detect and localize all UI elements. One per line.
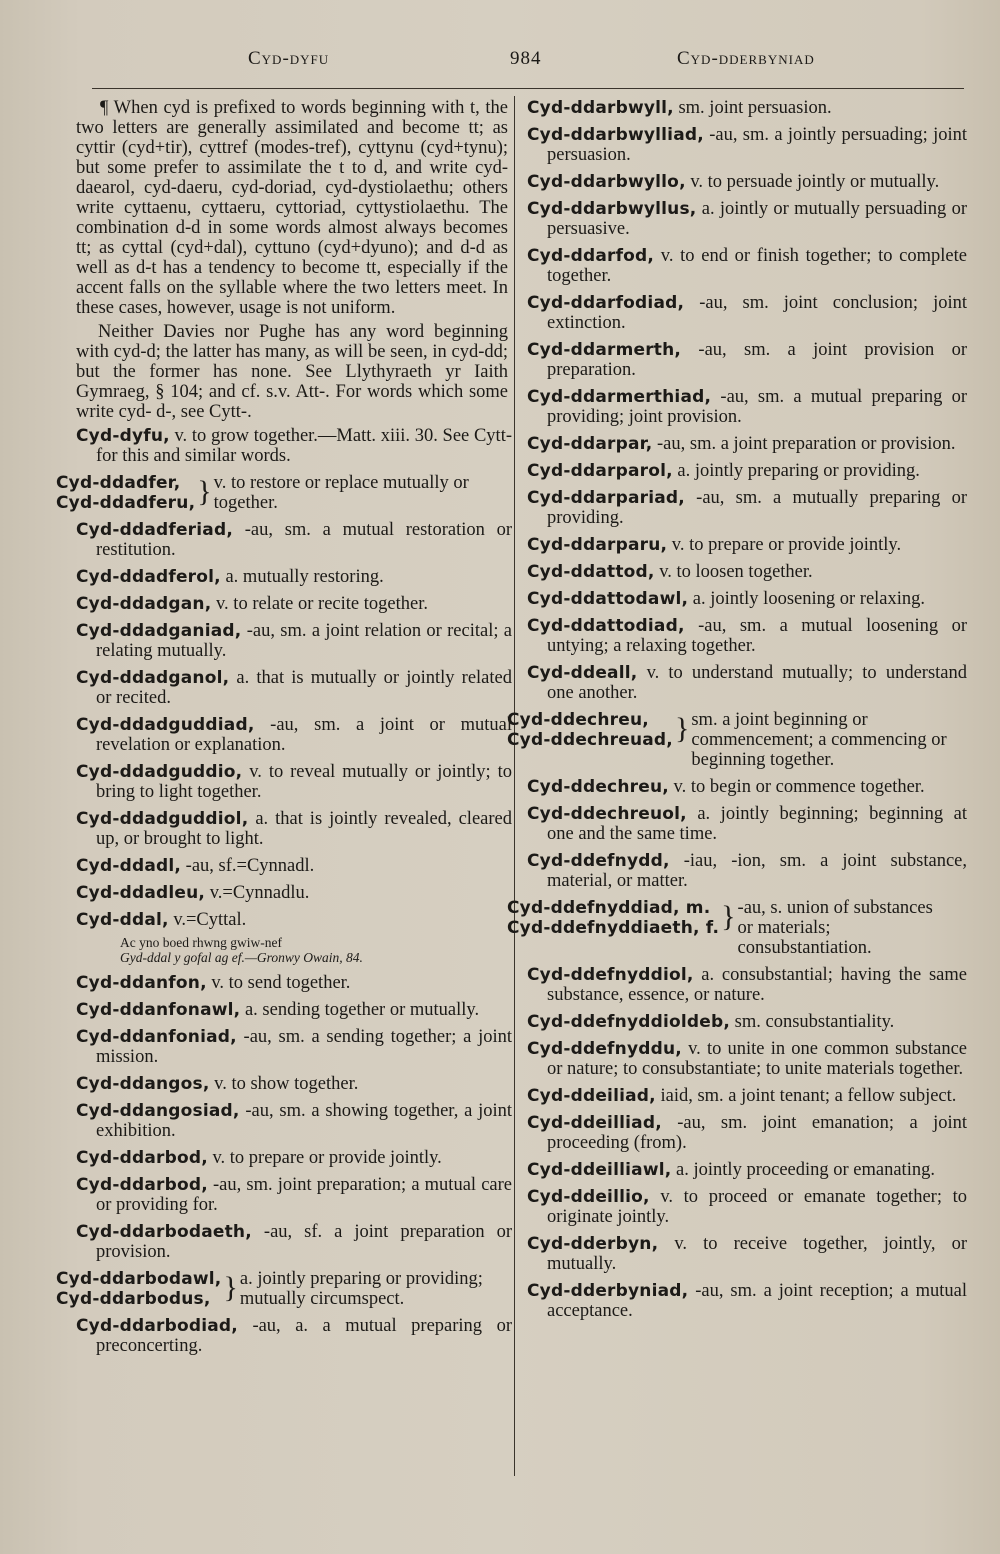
headword: Cyd-ddadgan, bbox=[76, 594, 212, 614]
dictionary-entry bbox=[527, 1012, 967, 1032]
dictionary-entry bbox=[527, 125, 967, 165]
headword: Cyd-ddadganiad, bbox=[76, 621, 242, 641]
headword: Cyd-ddattodiad, bbox=[527, 616, 685, 636]
headword: Cyd-ddarbwylliad, bbox=[527, 125, 704, 145]
headword: Cyd-ddarbwyllo, bbox=[527, 172, 686, 192]
headword: Cyd-ddarfodiad, bbox=[527, 293, 685, 313]
headword: Cyd-ddadleu, bbox=[76, 883, 206, 903]
headword: Cyd-ddechreu, bbox=[527, 777, 669, 797]
definition: -au, sm. joint emanation; a joint proceeding (from). bbox=[547, 1113, 967, 1153]
header-right-guideword: Cyd-dderbyniad bbox=[677, 48, 815, 69]
definition: v. to end or finish together; to complete together. bbox=[547, 246, 967, 286]
dictionary-entry bbox=[527, 1281, 967, 1321]
headword: Cyd-ddangos, bbox=[76, 1074, 210, 1094]
headword: Cyd-ddefnyddiaeth, f. bbox=[507, 918, 720, 938]
dictionary-entry bbox=[527, 589, 967, 609]
paired-entry bbox=[56, 1269, 512, 1309]
headword: Cyd-ddarbod, bbox=[76, 1148, 208, 1168]
entry-group bbox=[527, 98, 967, 703]
headword: Cyd-ddadguddio, bbox=[76, 762, 243, 782]
headword: Cyd-ddattodawl, bbox=[527, 589, 689, 609]
dictionary-entry bbox=[76, 973, 512, 993]
definition: -au, sm. a mutual restoration or restitution. bbox=[96, 520, 512, 560]
headword: Cyd-ddeilliad, bbox=[527, 1113, 662, 1133]
dictionary-entry bbox=[527, 199, 967, 239]
dictionary-entry bbox=[76, 567, 512, 587]
quote-line: Gyd-ddal y gofal ag ef.—Gronwy Owain, 84. bbox=[120, 950, 363, 965]
headword: Cyd-ddefnyddiad, m. bbox=[507, 898, 711, 918]
headword: Cyd-ddattod, bbox=[527, 562, 655, 582]
headword: Cyd-dderbyn, bbox=[527, 1234, 659, 1254]
definition: -iau, -ion, sm. a joint substance, material, or matter. bbox=[547, 851, 967, 891]
entry-group bbox=[76, 1316, 512, 1356]
headword: Cyd-ddadferiad, bbox=[76, 520, 233, 540]
brace-glyph: } bbox=[721, 900, 736, 933]
headword: Cyd-ddarbodiad, bbox=[76, 1316, 238, 1336]
running-header bbox=[92, 46, 958, 76]
header-rule bbox=[92, 88, 964, 89]
definition: -au, a. a mutual preparing or preconcerting. bbox=[96, 1316, 512, 1356]
headword: Cyd-dyfu, bbox=[76, 426, 170, 446]
definition: a. jointly preparing or providing; mutually circumspect. bbox=[239, 1269, 483, 1309]
definition: -au, sm. a joint preparation or provision. bbox=[652, 434, 956, 454]
dictionary-entry bbox=[76, 1175, 512, 1215]
headword: Cyd-ddefnyddiol, bbox=[527, 965, 694, 985]
definition: a. jointly or mutually persuading or persuasive. bbox=[547, 199, 967, 239]
dictionary-entry bbox=[527, 434, 967, 454]
dictionary-entry bbox=[527, 535, 967, 555]
quote-line: Ac yno boed rhwng gwiw-nef bbox=[120, 935, 282, 950]
headword: Cyd-ddechreuol, bbox=[527, 804, 687, 824]
page-number: 984 bbox=[510, 48, 542, 69]
left-column bbox=[56, 98, 512, 1363]
headword: Cyd-ddanfonawl, bbox=[76, 1000, 241, 1020]
definition: v.=Cyttal. bbox=[168, 910, 247, 930]
headword: Cyd-ddarbodus, bbox=[56, 1289, 211, 1309]
headword: Cyd-ddarmerth, bbox=[527, 340, 682, 360]
definition: -au, sm. a sending together; a joint mission. bbox=[96, 1027, 512, 1067]
headword: Cyd-ddefnydd, bbox=[527, 851, 670, 871]
headword-pair bbox=[56, 1269, 221, 1309]
dictionary-entry bbox=[527, 293, 967, 333]
citation-quote bbox=[76, 935, 512, 965]
definition: v. to prepare or provide jointly. bbox=[207, 1148, 442, 1168]
dictionary-entry bbox=[76, 621, 512, 661]
headword: Cyd-ddarpariad, bbox=[527, 488, 685, 508]
headword: Cyd-ddechreuad, bbox=[507, 730, 673, 750]
headword: Cyd-ddarpar, bbox=[527, 434, 653, 454]
headword: Cyd-ddefnyddioldeb, bbox=[527, 1012, 731, 1032]
dictionary-entry bbox=[527, 562, 967, 582]
definition: a. sending together or mutually. bbox=[240, 1000, 480, 1020]
headword: Cyd-ddechreu, bbox=[507, 710, 649, 730]
definition: v. to relate or recite together. bbox=[211, 594, 428, 614]
paired-entry bbox=[56, 473, 512, 513]
definition: sm. a joint beginning or commencement; a commencing or beginning together. bbox=[691, 710, 947, 770]
dictionary-entry bbox=[527, 804, 967, 844]
headword: Cyd-ddanfon, bbox=[76, 973, 207, 993]
definition: v. to show together. bbox=[209, 1074, 359, 1094]
dictionary-entry bbox=[527, 1086, 967, 1106]
dictionary-entry bbox=[527, 1187, 967, 1227]
dictionary-entry bbox=[76, 762, 512, 802]
definition: v. to unite in one common substance or nature; to consubstantiate; to unite materials together. bbox=[547, 1039, 967, 1079]
dictionary-entry bbox=[76, 1316, 512, 1356]
headword: Cyd-ddarbodaeth, bbox=[76, 1222, 252, 1242]
definition: -au, sm. a joint reception; a mutual acceptance. bbox=[547, 1281, 967, 1321]
headword: Cyd-ddarbwyll, bbox=[527, 98, 674, 118]
definition: -au, sm. a jointly persuading; joint persuasion. bbox=[547, 125, 967, 165]
headword: Cyd-dderbyniad, bbox=[527, 1281, 689, 1301]
definition: a. jointly proceeding or emanating. bbox=[671, 1160, 935, 1180]
entry-group bbox=[76, 973, 512, 1262]
headword-pair bbox=[507, 898, 719, 938]
dictionary-entry bbox=[76, 1148, 512, 1168]
definition: a. jointly preparing or providing. bbox=[672, 461, 920, 481]
paired-entry bbox=[507, 898, 967, 958]
headword: Cyd-ddeall, bbox=[527, 663, 638, 683]
entry-group bbox=[76, 520, 512, 930]
intro-paragraph: Neither Davies nor Pughe has any word beginning with cyd-d; the latter has many, as will be seen, in cyd-dd; but the former has none. See Llythyraeth yr Iaith Gymraeg, § 104; and cf. s.v. Att-. For words which some write cyd- d-, see Cytt-. bbox=[76, 322, 508, 422]
definition: -au, sm. a joint provision or preparation. bbox=[547, 340, 967, 380]
definition: v. to send together. bbox=[206, 973, 351, 993]
brace-glyph: } bbox=[674, 712, 690, 745]
definition: -au, s. union of substances or materials; consubstantiation. bbox=[737, 898, 933, 958]
headword: Cyd-ddadguddiol, bbox=[76, 809, 249, 829]
headword: Cyd-ddarparol, bbox=[527, 461, 673, 481]
paired-entry bbox=[507, 710, 967, 770]
definition: a. that is jointly revealed, cleared up, or brought to light. bbox=[96, 809, 512, 849]
definition: -au, sm. a showing together, a joint exhibition. bbox=[96, 1101, 512, 1141]
definition: -au, sf. a joint preparation or provision. bbox=[96, 1222, 512, 1262]
headword: Cyd-ddadl, bbox=[76, 856, 182, 876]
definition: v. to persuade jointly or mutually. bbox=[685, 172, 940, 192]
definition: a. jointly beginning; beginning at one and the same time. bbox=[547, 804, 967, 844]
definition: v. to begin or commence together. bbox=[668, 777, 925, 797]
definition: iaid, sm. a joint tenant; a fellow subject. bbox=[655, 1086, 957, 1106]
dictionary-entry bbox=[76, 1000, 512, 1020]
headword: Cyd-ddeiliad, bbox=[527, 1086, 656, 1106]
dictionary-entry bbox=[527, 777, 967, 797]
headword: Cyd-ddadguddiad, bbox=[76, 715, 255, 735]
brace-glyph: } bbox=[197, 475, 212, 508]
dictionary-entry bbox=[527, 246, 967, 286]
definition: v. to loosen together. bbox=[654, 562, 813, 582]
definition: v. to proceed or emanate together; to originate jointly. bbox=[547, 1187, 967, 1227]
dictionary-entry bbox=[527, 98, 967, 118]
definition: a. that is mutually or jointly related or recited. bbox=[96, 668, 512, 708]
dictionary-entry bbox=[527, 340, 967, 380]
header-left-guideword: Cyd-dyfu bbox=[248, 48, 330, 69]
definition: -au, sm. joint preparation; a mutual care or providing for. bbox=[96, 1175, 512, 1215]
dictionary-entry bbox=[76, 910, 512, 930]
dictionary-entry bbox=[527, 1039, 967, 1079]
definition: -au, sm. a mutually preparing or providing. bbox=[547, 488, 967, 528]
dictionary-entry bbox=[527, 172, 967, 192]
definition: sm. joint persuasion. bbox=[673, 98, 832, 118]
entry-group bbox=[527, 777, 967, 891]
headword: Cyd-ddarfod, bbox=[527, 246, 655, 266]
headword: Cyd-ddarbodawl, bbox=[56, 1269, 222, 1289]
dictionary-entry bbox=[527, 461, 967, 481]
dictionary-entry bbox=[76, 594, 512, 614]
headword: Cyd-ddeillio, bbox=[527, 1187, 650, 1207]
dictionary-entry bbox=[76, 1027, 512, 1067]
definition: sm. consubstantiality. bbox=[730, 1012, 895, 1032]
entry-group bbox=[527, 965, 967, 1321]
headword: Cyd-ddadferol, bbox=[76, 567, 221, 587]
brace-glyph: } bbox=[223, 1271, 238, 1304]
dictionary-entry bbox=[76, 883, 512, 903]
definition: -au, sf.=Cynnadl. bbox=[181, 856, 315, 876]
dictionary-entry bbox=[527, 851, 967, 891]
definition: v. to grow together.—Matt. xiii. 30. See Cytt- for this and similar words. bbox=[96, 426, 512, 466]
definition: v. to prepare or provide jointly. bbox=[667, 535, 902, 555]
headword: Cyd-ddefnyddu, bbox=[527, 1039, 682, 1059]
dictionary-entry bbox=[76, 856, 512, 876]
dictionary-entry bbox=[76, 1222, 512, 1262]
headword: Cyd-ddarbod, bbox=[76, 1175, 208, 1195]
dictionary-entry bbox=[527, 1234, 967, 1274]
headword: Cyd-ddarparu, bbox=[527, 535, 668, 555]
definition: -au, sm. a joint relation or recital; a relating mutually. bbox=[96, 621, 512, 661]
definition: v. to understand mutually; to understand one another. bbox=[547, 663, 967, 703]
definition: -au, sm. joint conclusion; joint extinction. bbox=[547, 293, 967, 333]
headword-pair bbox=[507, 710, 673, 750]
entry-group bbox=[76, 426, 512, 466]
headword: Cyd-ddarbwyllus, bbox=[527, 199, 697, 219]
definition: a. jointly loosening or relaxing. bbox=[688, 589, 926, 609]
dictionary-entry bbox=[76, 1101, 512, 1141]
definition: a. consubstantial; having the same substance, essence, or nature. bbox=[547, 965, 967, 1005]
dictionary-entry bbox=[527, 663, 967, 703]
dictionary-entry bbox=[76, 809, 512, 849]
intro-paragraph: ¶ When cyd is prefixed to words beginning with t, the two letters are generally assimilated and become tt; as cyttir (cyd+tir), cyttref (modes-tref), cyttynu (cyd+tynu); but some prefer to assimilate the t to d, and write cyd-daearol, cyd-daeru, cyd-doriad, cyd-dystiolaethu; others write cyttaenu, cyttaeru, cyttoriad, cyttystiolaethu. The combination d-d in some words almost always becomes tt; as cyttal (cyd+dal), cyttuno (cyd+dyuno); and d-d as well as d-t has a tendency to become tt, especially if the accent falls on the syllable where the two letters meet. In these cases, however, usage is not uniform. bbox=[76, 98, 508, 318]
headword: Cyd-ddanfoniad, bbox=[76, 1027, 237, 1047]
headword: Cyd-ddangosiad, bbox=[76, 1101, 240, 1121]
headword-pair bbox=[56, 473, 195, 513]
definition: v. to restore or replace mutually or together. bbox=[213, 473, 469, 513]
dictionary-entry bbox=[76, 715, 512, 755]
definition: -au, sm. a mutual loosening or untying; a relaxing together. bbox=[547, 616, 967, 656]
definition: a. mutually restoring. bbox=[220, 567, 384, 587]
headword: Cyd-ddadfer, bbox=[56, 473, 181, 493]
dictionary-entry bbox=[527, 488, 967, 528]
dictionary-entry bbox=[76, 1074, 512, 1094]
definition: v. to receive together, jointly, or mutually. bbox=[547, 1234, 967, 1274]
definition: -au, sm. a joint or mutual revelation or explanation. bbox=[96, 715, 512, 755]
dictionary-entry bbox=[76, 668, 512, 708]
dictionary-entry bbox=[527, 1113, 967, 1153]
definition: -au, sm. a mutual preparing or providing; joint provision. bbox=[547, 387, 967, 427]
headword: Cyd-ddal, bbox=[76, 910, 169, 930]
dictionary-entry bbox=[76, 426, 512, 466]
headword: Cyd-ddadganol, bbox=[76, 668, 230, 688]
headword: Cyd-ddadferu, bbox=[56, 493, 196, 513]
dictionary-entry bbox=[76, 520, 512, 560]
definition: v. to reveal mutually or jointly; to bring to light together. bbox=[96, 762, 512, 802]
dictionary-entry bbox=[527, 616, 967, 656]
right-column bbox=[507, 98, 967, 1328]
dictionary-entry bbox=[527, 1160, 967, 1180]
headword: Cyd-ddarmerthiad, bbox=[527, 387, 712, 407]
dictionary-entry bbox=[527, 387, 967, 427]
headword: Cyd-ddeilliawl, bbox=[527, 1160, 672, 1180]
dictionary-entry bbox=[527, 965, 967, 1005]
column-divider bbox=[514, 96, 515, 1476]
definition: v.=Cynnadlu. bbox=[205, 883, 310, 903]
